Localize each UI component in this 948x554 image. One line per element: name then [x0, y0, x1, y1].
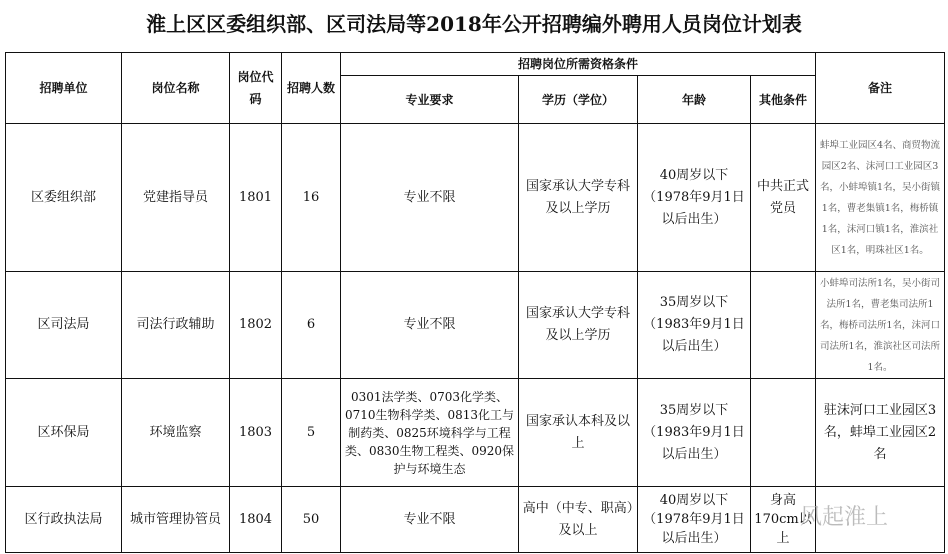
header-education: 学历（学位）	[519, 76, 638, 124]
table-row	[6, 272, 945, 379]
cell-major: 专业不限	[341, 272, 519, 379]
cell-count: 50	[282, 487, 341, 553]
cell-position: 城市管理协管员	[122, 487, 230, 553]
cell-count: 16	[282, 124, 341, 272]
cell-unit: 区司法局	[6, 272, 122, 379]
table-row	[6, 379, 945, 487]
cell-notes: 蚌埠工业园区4名、商贸物流园区2名、沫河口工业园区3名，小蚌埠镇1名，吴小街镇1名，曹老集镇1名，梅桥镇1名，沫河口镇1名，淮滨社区1名，明珠社区1名。	[816, 124, 945, 272]
cell-position: 司法行政辅助	[122, 272, 230, 379]
cell-education: 国家承认大学专科及以上学历	[519, 124, 638, 272]
header-conditions: 招聘岗位所需资格条件	[341, 53, 816, 76]
header-age: 年龄	[638, 76, 751, 124]
header-other: 其他条件	[751, 76, 816, 124]
cell-age: 40周岁以下（1978年9月1日以后出生）	[638, 124, 751, 272]
cell-age: 35周岁以下（1983年9月1日以后出生）	[638, 379, 751, 487]
cell-unit: 区环保局	[6, 379, 122, 487]
cell-other: 身高170cm以上	[751, 487, 816, 553]
cell-education: 国家承认大学专科及以上学历	[519, 272, 638, 379]
header-count: 招聘人数	[282, 53, 341, 124]
cell-other	[751, 379, 816, 487]
cell-code: 1804	[230, 487, 282, 553]
cell-code: 1801	[230, 124, 282, 272]
cell-age: 40周岁以下（1978年9月1日以后出生）	[638, 487, 751, 553]
cell-notes: 小蚌埠司法所1名，吴小街司法所1名，曹老集司法所1名，梅桥司法所1名，沫河口司法所1名，淮滨社区司法所1名。	[816, 272, 945, 379]
header-position: 岗位名称	[122, 53, 230, 124]
cell-code: 1802	[230, 272, 282, 379]
cell-education: 高中（中专、职高）及以上	[519, 487, 638, 553]
cell-age: 35周岁以下（1983年9月1日以后出生）	[638, 272, 751, 379]
cell-count: 6	[282, 272, 341, 379]
cell-major: 专业不限	[341, 124, 519, 272]
cell-other	[751, 272, 816, 379]
cell-major: 专业不限	[341, 487, 519, 553]
recruitment-table	[5, 52, 945, 553]
header-unit: 招聘单位	[6, 53, 122, 124]
cell-count: 5	[282, 379, 341, 487]
header-code: 岗位代码	[230, 53, 282, 124]
header-notes: 备注	[816, 53, 945, 124]
cell-other: 中共正式党员	[751, 124, 816, 272]
header-major: 专业要求	[341, 76, 519, 124]
cell-notes: 驻沫河口工业园区3名，蚌埠工业园区2名	[816, 379, 945, 487]
cell-unit: 区委组织部	[6, 124, 122, 272]
cell-unit: 区行政执法局	[6, 487, 122, 553]
cell-major: 0301法学类、0703化学类、0710生物科学类、0813化工与制药类、0825环境科学与工程类、0830生物工程类、0920保护与环境生态	[341, 379, 519, 487]
cell-position: 党建指导员	[122, 124, 230, 272]
watermark: 风起淮上	[800, 505, 889, 530]
page-title: 淮上区区委组织部、区司法局等2018年公开招聘编外聘用人员岗位计划表	[146, 12, 802, 36]
cell-position: 环境监察	[122, 379, 230, 487]
cell-education: 国家承认本科及以上	[519, 379, 638, 487]
table-row	[6, 124, 945, 272]
cell-code: 1803	[230, 379, 282, 487]
